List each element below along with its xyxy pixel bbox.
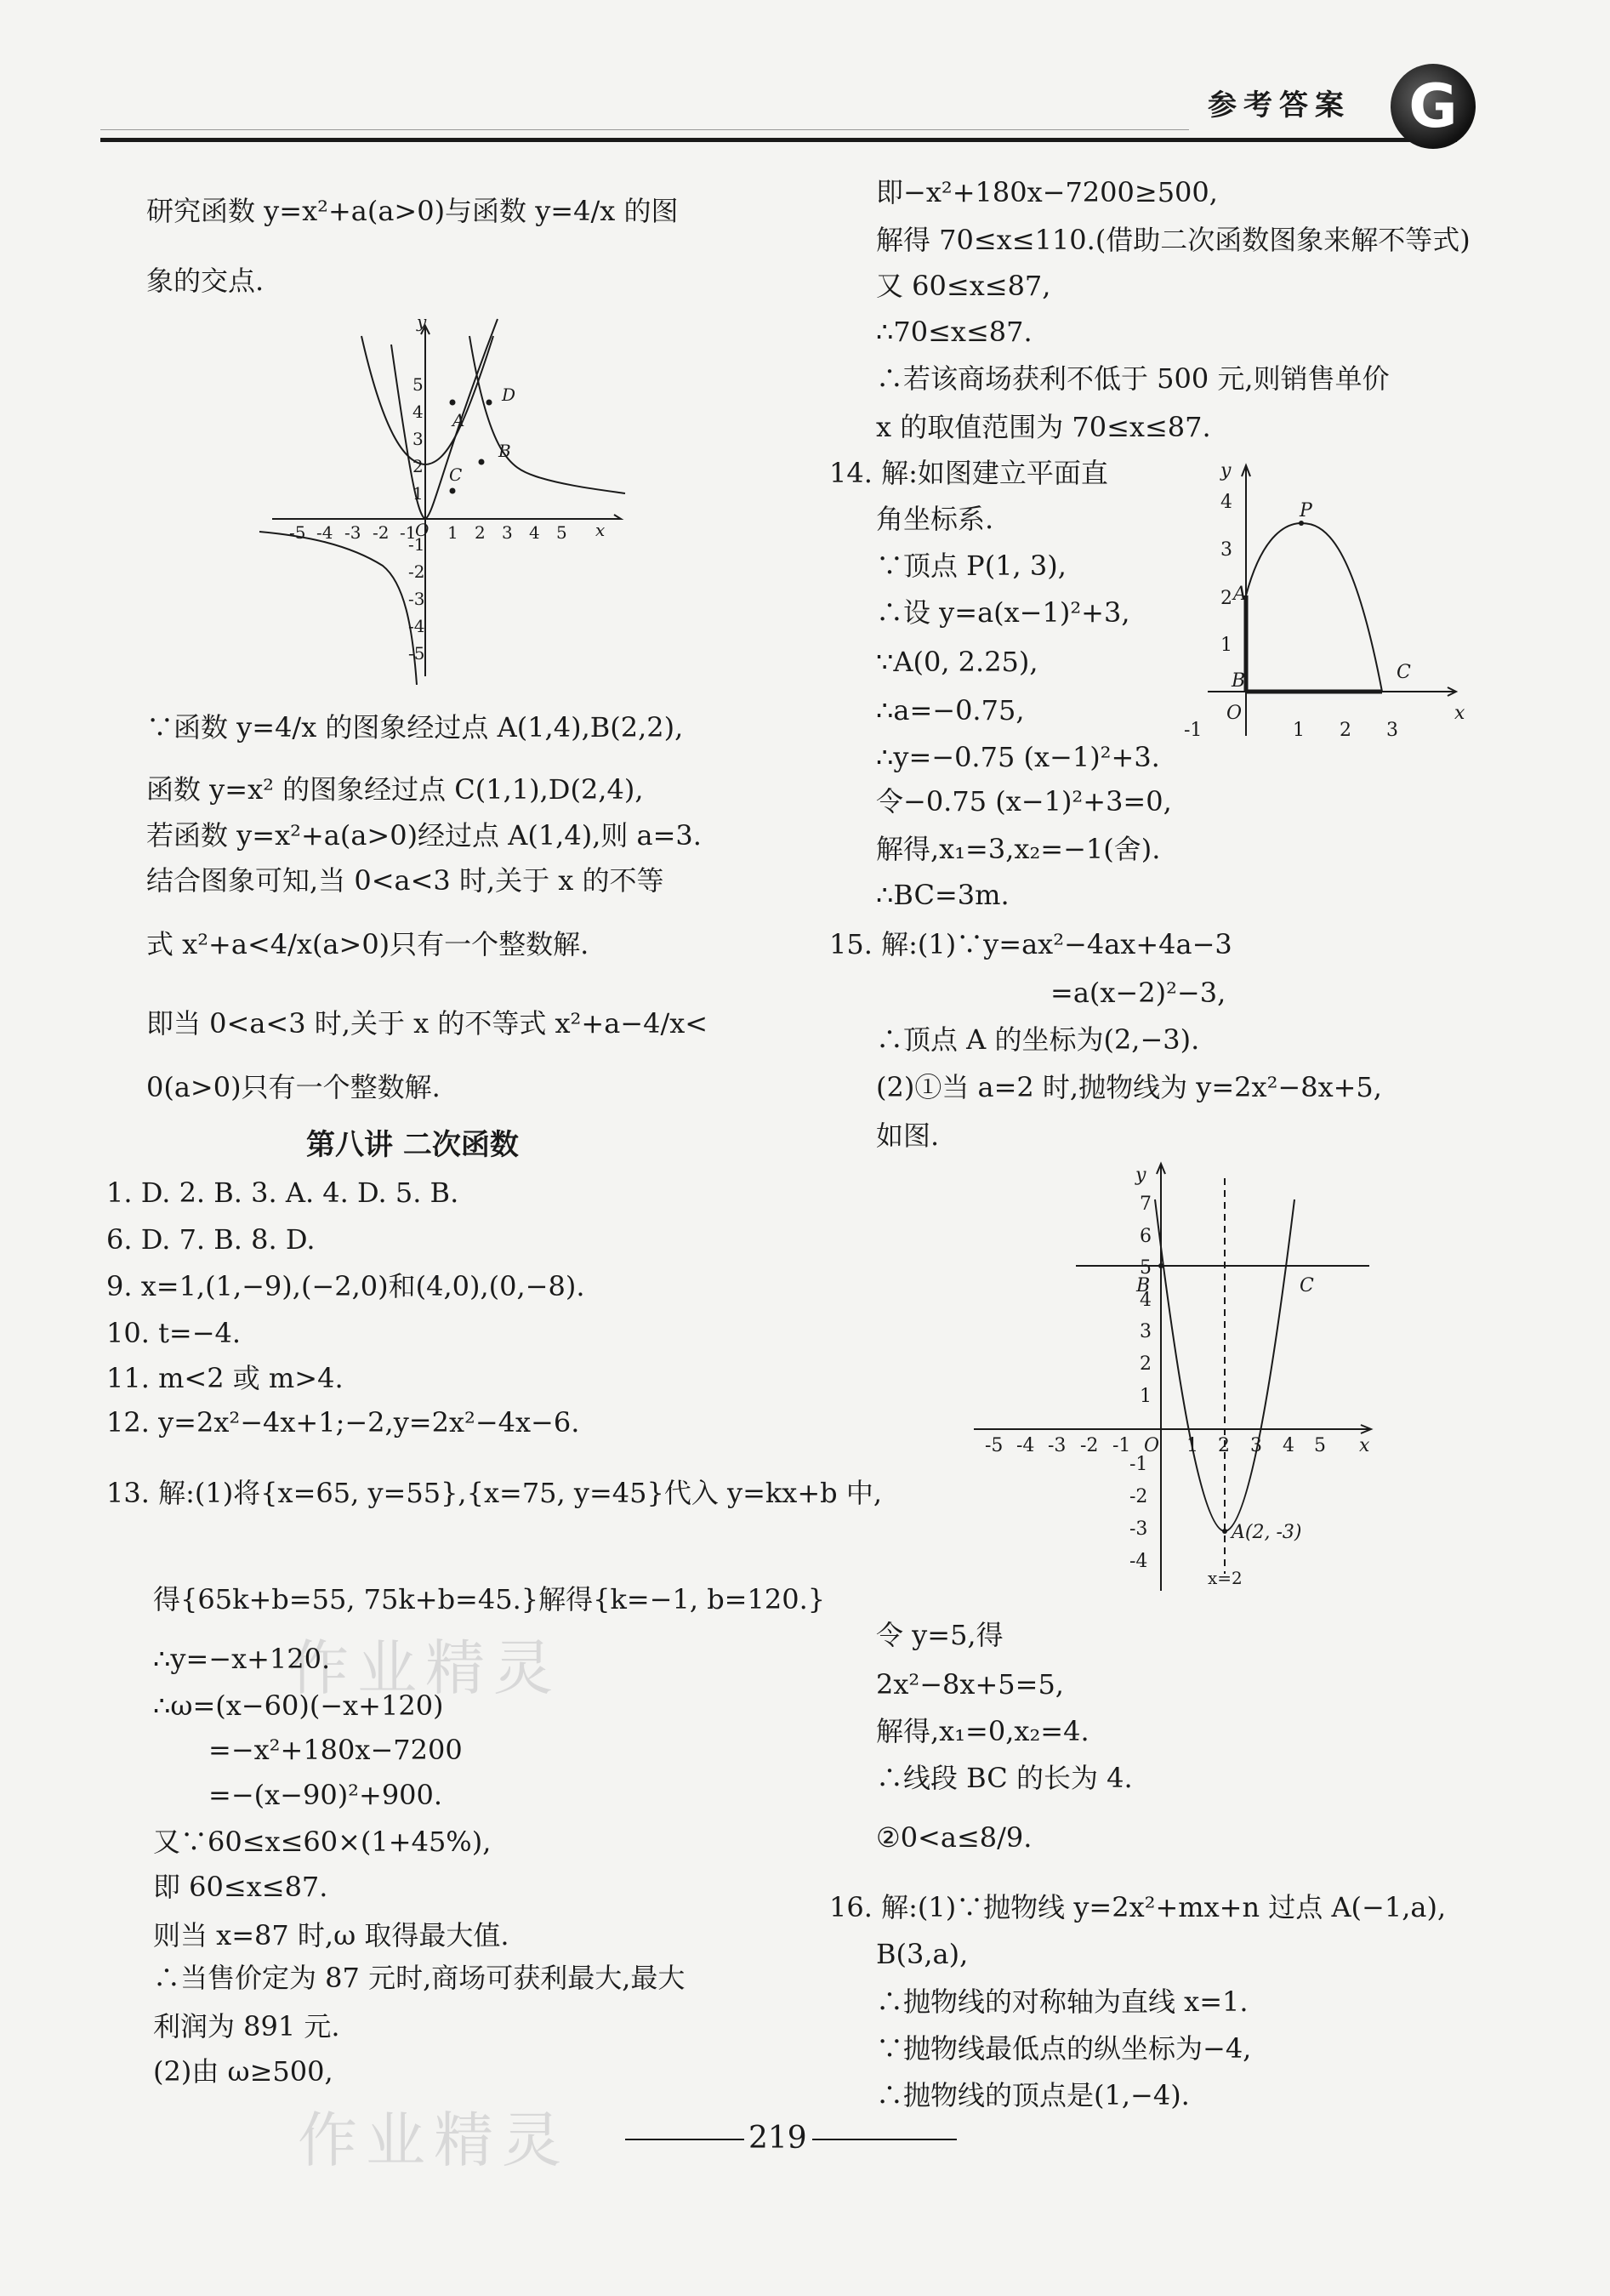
svg-text:x=2: x=2 xyxy=(1208,1568,1243,1588)
text-line: 0(a>0)只有一个整数解. xyxy=(146,1071,441,1103)
text-line: 解得 70≤x≤110.(借助二次函数图象来解不等式) xyxy=(876,224,1471,256)
text-line: 如图. xyxy=(876,1120,940,1152)
text-line: ∴抛物线的对称轴为直线 x=1. xyxy=(876,1985,1249,2018)
text-line: 结合图象可知,当 0<a<3 时,关于 x 的不等 xyxy=(146,864,664,897)
svg-text:3: 3 xyxy=(502,522,513,543)
text-line: ∴y=−0.75 (x−1)²+3. xyxy=(876,741,1160,773)
svg-text:O: O xyxy=(1226,703,1243,724)
svg-text:5: 5 xyxy=(412,374,424,395)
answer-line: 9. x=1,(1,−9),(−2,0)和(4,0),(0,−8). xyxy=(106,1270,585,1302)
text-line: ∴线段 BC 的长为 4. xyxy=(876,1762,1133,1794)
svg-text:y: y xyxy=(1220,460,1232,481)
point-b xyxy=(479,459,485,465)
text-line: B(3,a), xyxy=(876,1938,969,1970)
svg-text:-4: -4 xyxy=(316,522,333,543)
answer-line: 则当 x=87 时,ω 取得最大值. xyxy=(153,1919,509,1951)
svg-text:4: 4 xyxy=(1140,1290,1152,1311)
svg-text:5: 5 xyxy=(556,522,567,543)
svg-text:4: 4 xyxy=(412,402,424,422)
svg-text:4: 4 xyxy=(1220,492,1232,513)
text-line: ∴顶点 A 的坐标为(2,−3). xyxy=(876,1023,1200,1056)
answer-line: 13. 解:(1)将{x=65, y=55},{x=75, y=45}代入 y=kx+b 中, xyxy=(106,1477,882,1509)
svg-text:2: 2 xyxy=(1340,720,1351,741)
svg-text:-2: -2 xyxy=(1080,1435,1099,1456)
svg-text:B: B xyxy=(1136,1275,1151,1296)
svg-text:-3: -3 xyxy=(408,589,425,609)
svg-text:3: 3 xyxy=(1250,1435,1262,1456)
svg-text:-3: -3 xyxy=(344,522,361,543)
header-thin-rule xyxy=(100,129,1189,130)
svg-text:-1: -1 xyxy=(408,534,425,555)
svg-text:6: 6 xyxy=(1140,1226,1152,1247)
text-line: 令−0.75 (x−1)²+3=0, xyxy=(876,785,1172,818)
svg-text:C: C xyxy=(1397,662,1411,683)
svg-text:1: 1 xyxy=(1220,635,1232,656)
text-line: 解得,x₁=0,x₂=4. xyxy=(876,1715,1089,1747)
point-c xyxy=(450,488,456,494)
answer-line: ∴当售价定为 87 元时,商场可获利最大,最大 xyxy=(153,1962,686,1994)
answer-line: 12. y=2x²−4x+1;−2,y=2x²−4x−6. xyxy=(106,1406,580,1439)
svg-text:2: 2 xyxy=(475,522,486,543)
figure-parabola-a2 xyxy=(970,1157,1378,1599)
text-line: 2x²−8x+5=5, xyxy=(876,1668,1064,1701)
section-title: 第八讲 二次函数 xyxy=(306,1128,519,1162)
svg-text:3: 3 xyxy=(1220,539,1232,561)
answer-line: 又∵60≤x≤60×(1+45%), xyxy=(153,1826,492,1858)
svg-text:A(2, -3): A(2, -3) xyxy=(1232,1522,1302,1543)
answer-line: ∴y=−x+120. xyxy=(153,1643,331,1675)
text-line: ∴a=−0.75, xyxy=(876,694,1025,726)
figure-arch-parabola xyxy=(1174,455,1471,744)
svg-text:3: 3 xyxy=(1386,720,1398,741)
text-line: ∵顶点 P(1, 3), xyxy=(876,550,1067,582)
svg-text:-3: -3 xyxy=(1129,1518,1148,1540)
brand-logo: G xyxy=(1391,64,1476,149)
point-b xyxy=(1158,1263,1163,1268)
text-line: 解得,x₁=3,x₂=−1(舍). xyxy=(876,833,1161,865)
figure-hyperbola-parabola xyxy=(255,311,629,685)
svg-text:C: C xyxy=(449,464,463,485)
watermark: 作业精灵 xyxy=(289,1633,561,1703)
svg-text:-1: -1 xyxy=(1184,720,1203,741)
text-line: 即−x²+180x−7200≥500, xyxy=(876,176,1218,208)
watermark: 作业精灵 xyxy=(298,2105,570,2175)
svg-text:3: 3 xyxy=(1140,1321,1152,1342)
text-line: (2)①当 a=2 时,抛物线为 y=2x²−8x+5, xyxy=(876,1071,1382,1103)
axis-y-label: y xyxy=(417,311,427,332)
answer-line: 利润为 891 元. xyxy=(153,2010,340,2042)
svg-text:B: B xyxy=(1232,670,1246,692)
svg-text:3: 3 xyxy=(412,429,424,449)
header-rule xyxy=(100,138,1457,142)
svg-text:A: A xyxy=(1233,584,1247,605)
svg-text:1: 1 xyxy=(447,522,458,543)
text-line: 象的交点. xyxy=(146,265,265,297)
svg-text:2: 2 xyxy=(1140,1353,1152,1375)
page-number: 219 xyxy=(748,2121,807,2156)
vertex-a xyxy=(1222,1529,1227,1534)
svg-text:O: O xyxy=(1144,1435,1160,1456)
page-rule-right xyxy=(812,2139,957,2140)
svg-text:2: 2 xyxy=(1218,1435,1230,1456)
svg-text:P: P xyxy=(1300,500,1312,521)
svg-text:x: x xyxy=(1454,703,1465,724)
point-a xyxy=(450,400,456,406)
svg-text:-3: -3 xyxy=(1048,1435,1067,1456)
answer-line: =−(x−90)²+900. xyxy=(208,1779,443,1811)
text-line: ∵函数 y=4/x 的图象经过点 A(1,4),B(2,2), xyxy=(146,711,684,743)
text-line: 函数 y=x² 的图象经过点 C(1,1),D(2,4), xyxy=(146,773,644,806)
answer-line: 10. t=−4. xyxy=(106,1317,242,1349)
svg-text:1: 1 xyxy=(1186,1435,1198,1456)
svg-text:A: A xyxy=(452,410,465,430)
svg-text:4: 4 xyxy=(529,522,540,543)
answer-line: ∴ω=(x−60)(−x+120) xyxy=(153,1689,444,1722)
svg-text:2: 2 xyxy=(412,456,424,476)
svg-text:B: B xyxy=(498,441,511,461)
axis-x-label: x xyxy=(595,520,606,540)
answer-line: 11. m<2 或 m>4. xyxy=(106,1362,344,1394)
svg-text:-4: -4 xyxy=(1016,1435,1035,1456)
text-line: 角坐标系. xyxy=(876,503,994,535)
text-line: 即当 0<a<3 时,关于 x 的不等式 x²+a−4/x< xyxy=(146,1007,708,1040)
svg-text:C: C xyxy=(1300,1275,1314,1296)
text-line: ∵A(0, 2.25), xyxy=(876,646,1038,678)
text-line: ②0<a≤8/9. xyxy=(876,1821,1033,1854)
svg-text:4: 4 xyxy=(1283,1435,1294,1456)
svg-text:-1: -1 xyxy=(400,522,417,543)
svg-text:7: 7 xyxy=(1140,1194,1152,1215)
svg-text:-5: -5 xyxy=(408,643,425,664)
svg-text:-2: -2 xyxy=(1129,1486,1148,1507)
svg-text:-5: -5 xyxy=(985,1435,1004,1456)
text-line: 16. 解:(1)∵抛物线 y=2x²+mx+n 过点 A(−1,a), xyxy=(829,1891,1447,1923)
text-line: x 的取值范围为 70≤x≤87. xyxy=(876,411,1211,443)
text-line: 15. 解:(1)∵y=ax²−4ax+4a−3 xyxy=(829,928,1232,960)
origin-label: O xyxy=(415,520,430,540)
text-line: =a(x−2)²−3, xyxy=(1050,977,1226,1009)
text-line: 14. 解:如图建立平面直 xyxy=(829,457,1108,489)
svg-text:-1: -1 xyxy=(1129,1454,1148,1475)
text-line: 又 60≤x≤87, xyxy=(876,270,1051,302)
svg-text:-4: -4 xyxy=(408,616,425,636)
svg-text:-1: -1 xyxy=(1112,1435,1131,1456)
svg-text:D: D xyxy=(502,385,516,405)
svg-text:-2: -2 xyxy=(373,522,390,543)
text-line: ∴BC=3m. xyxy=(876,879,1010,911)
svg-text:-4: -4 xyxy=(1129,1551,1148,1572)
text-line: 若函数 y=x²+a(a>0)经过点 A(1,4),则 a=3. xyxy=(146,819,702,852)
page-rule-left xyxy=(625,2139,744,2140)
text-line: 研究函数 y=x²+a(a>0)与函数 y=4/x 的图 xyxy=(146,195,679,227)
svg-text:1: 1 xyxy=(412,483,424,504)
answer-line: 6. D. 7. B. 8. D. xyxy=(106,1223,316,1256)
text-line: 令 y=5,得 xyxy=(876,1619,1004,1651)
text-line: ∴70≤x≤87. xyxy=(876,316,1033,348)
answer-line: 即 60≤x≤87. xyxy=(153,1871,328,1903)
text-line: ∵抛物线最低点的纵坐标为−4, xyxy=(876,2032,1252,2065)
svg-text:2: 2 xyxy=(1220,588,1232,609)
svg-text:1: 1 xyxy=(1140,1386,1152,1407)
text-line: ∴设 y=a(x−1)²+3, xyxy=(876,596,1130,629)
svg-text:-5: -5 xyxy=(289,522,306,543)
answer-line: 得{65k+b=55, 75k+b=45.}解得{k=−1, b=120.} xyxy=(153,1583,826,1615)
answer-line: (2)由 ω≥500, xyxy=(153,2055,333,2088)
text-line: ∴抛物线的顶点是(1,−4). xyxy=(876,2079,1190,2111)
svg-text:5: 5 xyxy=(1140,1257,1152,1279)
text-line: ∴若该商场获利不低于 500 元,则销售单价 xyxy=(876,362,1390,395)
text-line: 式 x²+a<4/x(a>0)只有一个整数解. xyxy=(146,928,589,960)
svg-text:-2: -2 xyxy=(408,561,425,582)
svg-text:5: 5 xyxy=(1314,1435,1326,1456)
answer-line: =−x²+180x−7200 xyxy=(208,1734,463,1766)
svg-text:1: 1 xyxy=(1293,720,1305,741)
header-tag: 参考答案 xyxy=(1208,88,1351,122)
point-d xyxy=(486,400,492,406)
svg-text:x: x xyxy=(1359,1435,1370,1456)
svg-text:y: y xyxy=(1135,1165,1146,1186)
answer-line: 1. D. 2. B. 3. A. 4. D. 5. B. xyxy=(106,1176,459,1209)
